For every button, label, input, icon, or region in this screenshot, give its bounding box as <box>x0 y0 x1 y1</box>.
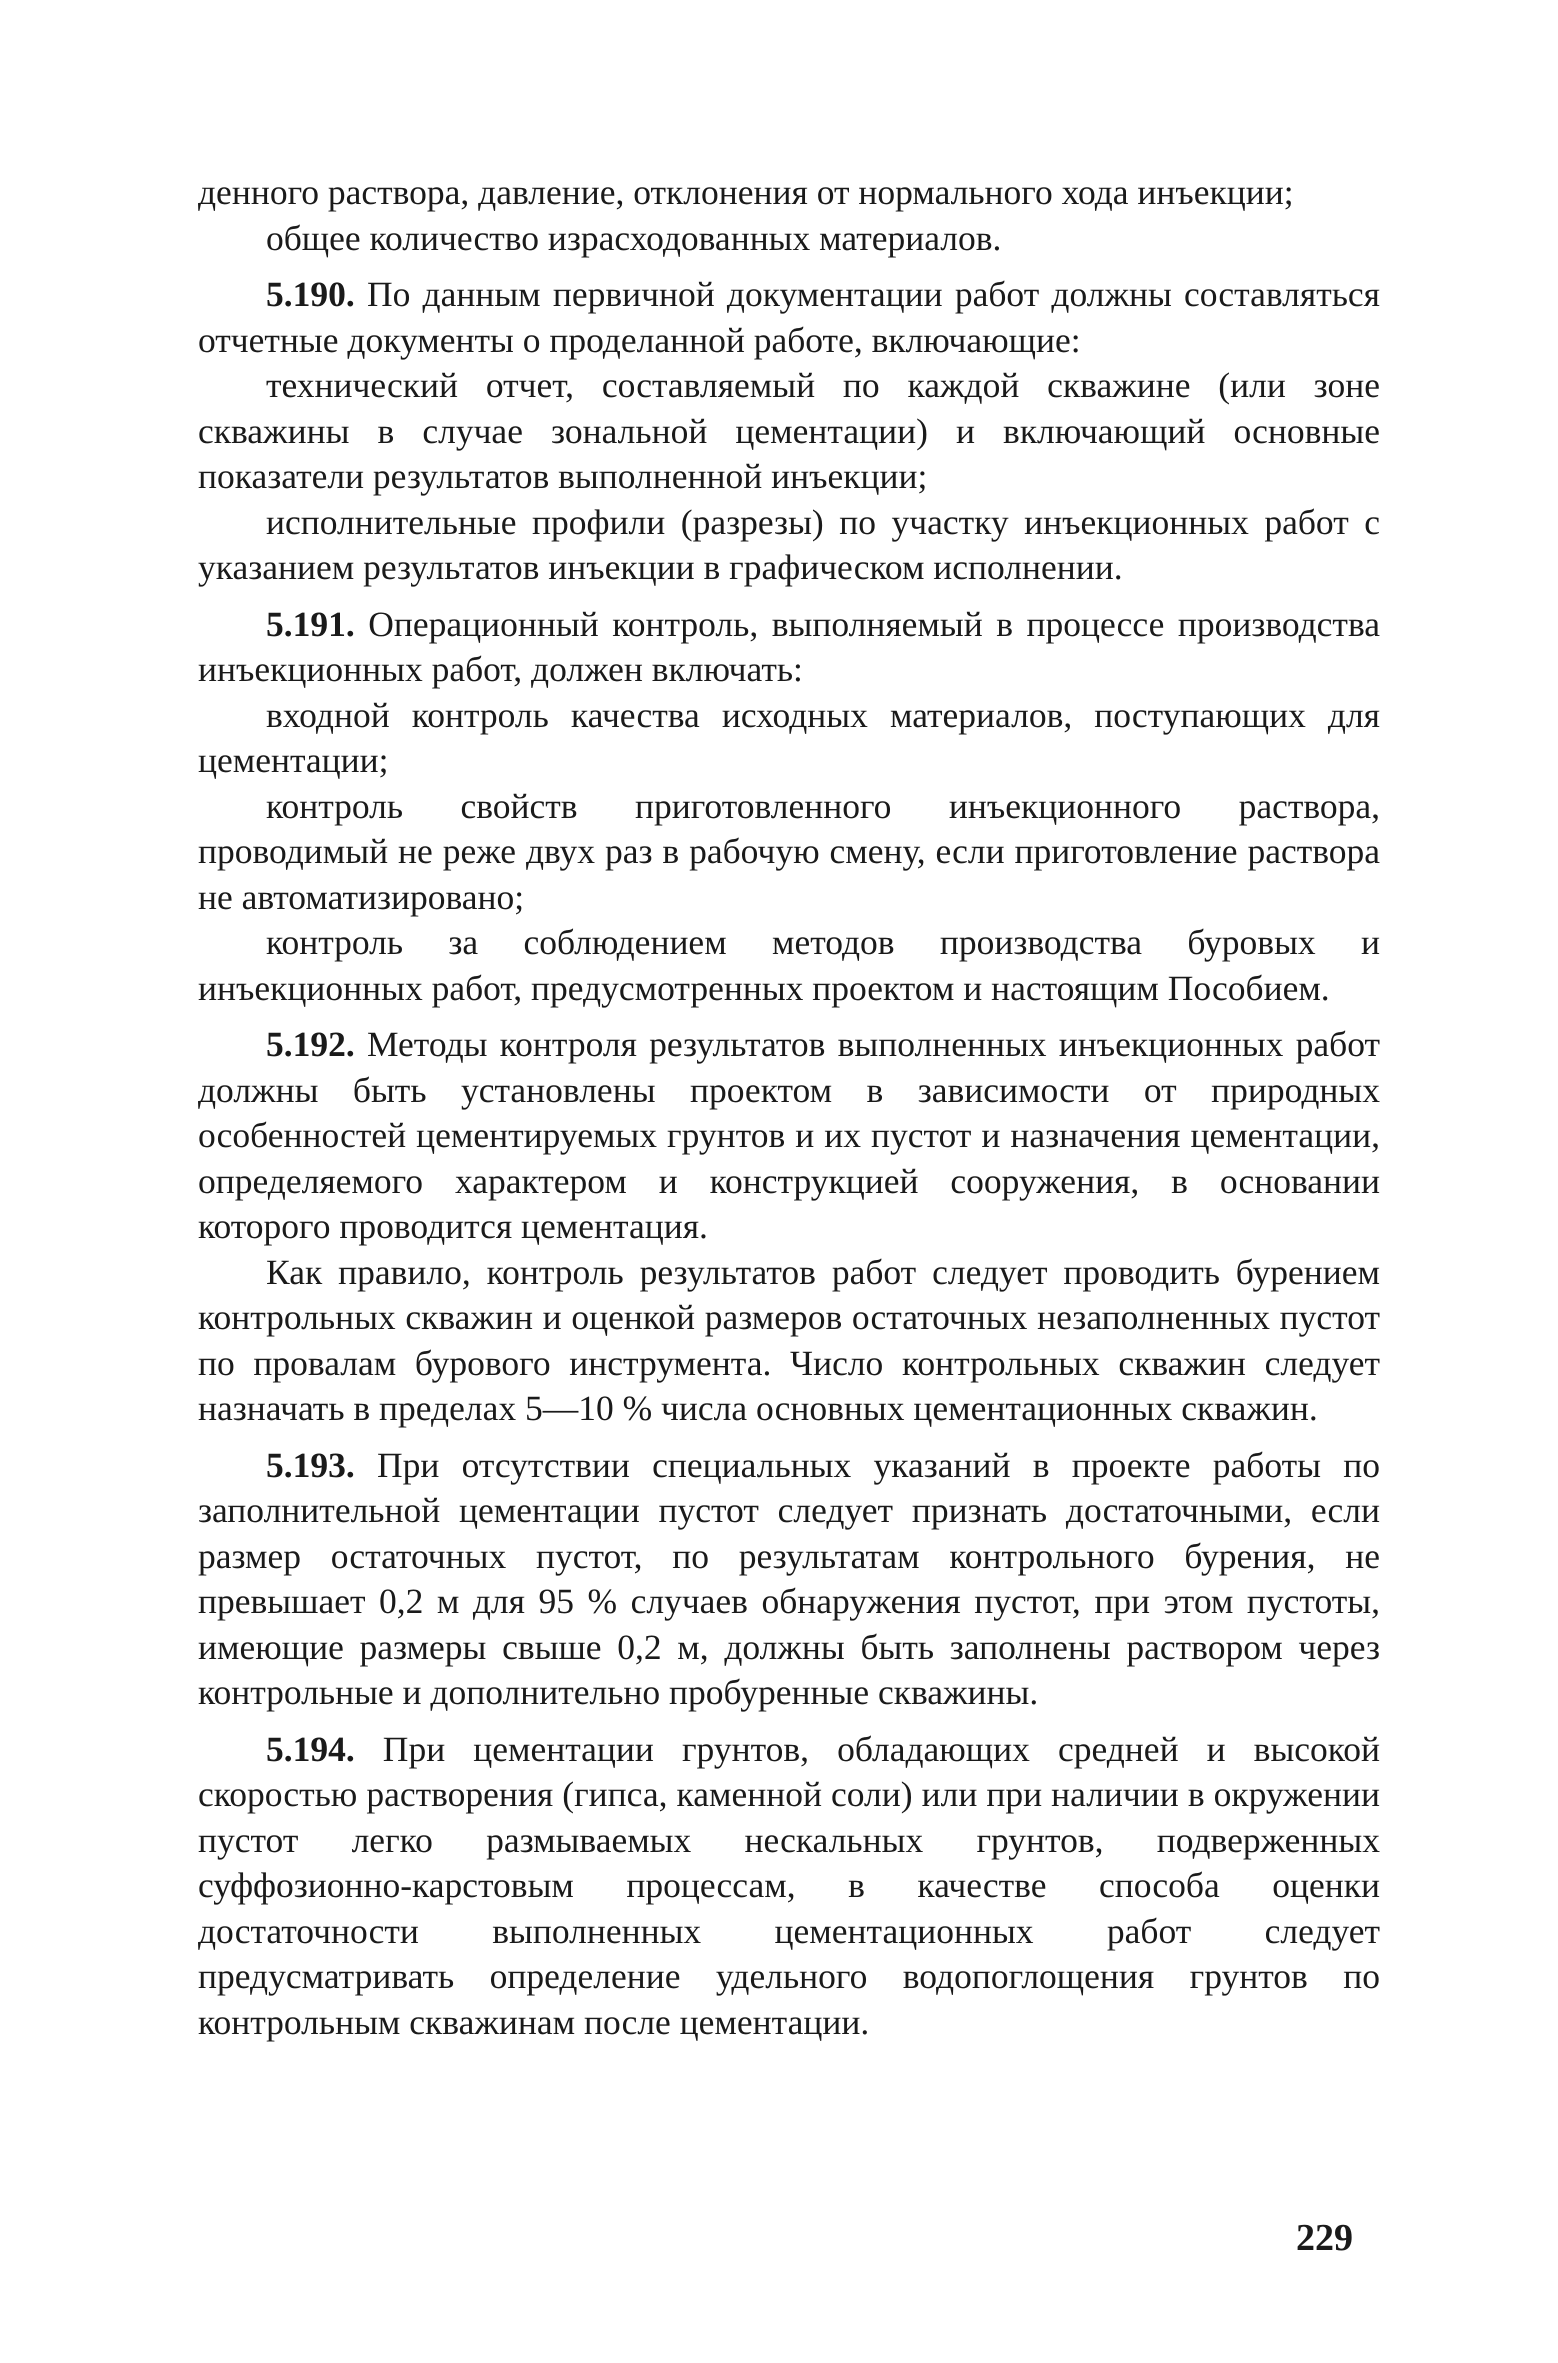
page-number: 229 <box>1296 2217 1353 2259</box>
paragraph-text: денного раствора, давление, отклонения от нормального хода инъекции; <box>198 172 1294 212</box>
section-5-194 <box>198 1727 1380 2046</box>
paragraph-text: По данным первичной документации работ должны составляться отчетные документы о проделанной работе, включающие: <box>198 274 1380 360</box>
paragraph-text: исполнительные профили (разрезы) по участку инъекционных работ с указанием результатов инъекции в графическом исполнении. <box>198 501 1380 587</box>
paragraph-continuation <box>198 170 1380 216</box>
paragraph-methods-control <box>198 920 1380 1011</box>
paragraph-text: входной контроль качества исходных материалов, поступающих для цементации; <box>198 694 1380 780</box>
section-number: 5.191. <box>266 603 355 644</box>
paragraph-text: Методы контроля результатов выполненных инъекционных работ должны быть установлены проектом в зависимости от природных особенностей цементируемых грунтов и их пустот и назначения цементации, определяемого характером и конструкцией сооружения, в основании которого проводится цементация. <box>198 1024 1380 1246</box>
paragraph-text: Как правило, контроль результатов работ следует проводить бурением контрольных скважин и оценкой размеров остаточных незаполненных пустот по провалам бурового инструмента. Число контрольных скважин следует назначать в пределах 5—10 % числа основных цементационных скважин. <box>198 1251 1380 1428</box>
section-5-192 <box>198 1022 1380 1250</box>
section-number: 5.192. <box>266 1024 355 1064</box>
paragraph-materials-total <box>198 216 1380 262</box>
paragraph-control-drilling <box>198 1250 1380 1432</box>
paragraph-text: При цементации грунтов, обладающих средней и высокой скоростью растворения (гипса, каменной соли) или при наличии в окружении пустот легко размываемых нескальных грунтов, подверженных суффозионно-карстовым процессам, в качестве способа оценки достаточности выполненных цементационных работ следует предусматривать определение удельного водопоглощения грунтов по контрольным скважинам после цементации. <box>198 1728 1380 2042</box>
section-5-191 <box>198 602 1380 693</box>
paragraph-text: контроль за соблюдением методов производства буровых и инъекционных работ, предусмотренных проектом и настоящим Пособием. <box>198 922 1380 1008</box>
page-body <box>198 170 1380 2045</box>
section-5-190 <box>198 272 1380 363</box>
section-number: 5.190. <box>266 274 355 314</box>
paragraph-solution-control <box>198 784 1380 921</box>
paragraph-text: Операционный контроль, выполняемый в процессе производства инъекционных работ, должен включать: <box>198 603 1380 689</box>
paragraph-text: При отсутствии специальных указаний в проекте работы по заполнительной цементации пустот следует признать достаточными, если размер остаточных пустот, по результатам контрольного бурения, не превышает 0,2 м для 95 % случаев обнаружения пустот, при этом пустоты, имеющие размеры свыше 0,2 м, должны быть заполнены раствором через контрольные и дополнительно пробуренные скважины. <box>198 1444 1380 1712</box>
section-number: 5.194. <box>266 1728 355 1769</box>
paragraph-executive-profiles <box>198 500 1380 591</box>
paragraph-input-control <box>198 693 1380 784</box>
paragraph-technical-report <box>198 363 1380 500</box>
paragraph-text: общее количество израсходованных материалов. <box>266 217 1002 258</box>
section-number: 5.193. <box>266 1444 355 1485</box>
paragraph-text: технический отчет, составляемый по каждой скважине (или зоне скважины в случае зональной цементации) и включающий основные показатели результатов выполненной инъекции; <box>198 365 1380 496</box>
paragraph-text: контроль свойств приготовленного инъекционного раствора, проводимый не реже двух раз в рабочую смену, если приготовление раствора не автоматизировано; <box>198 785 1380 917</box>
section-5-193 <box>198 1443 1380 1716</box>
